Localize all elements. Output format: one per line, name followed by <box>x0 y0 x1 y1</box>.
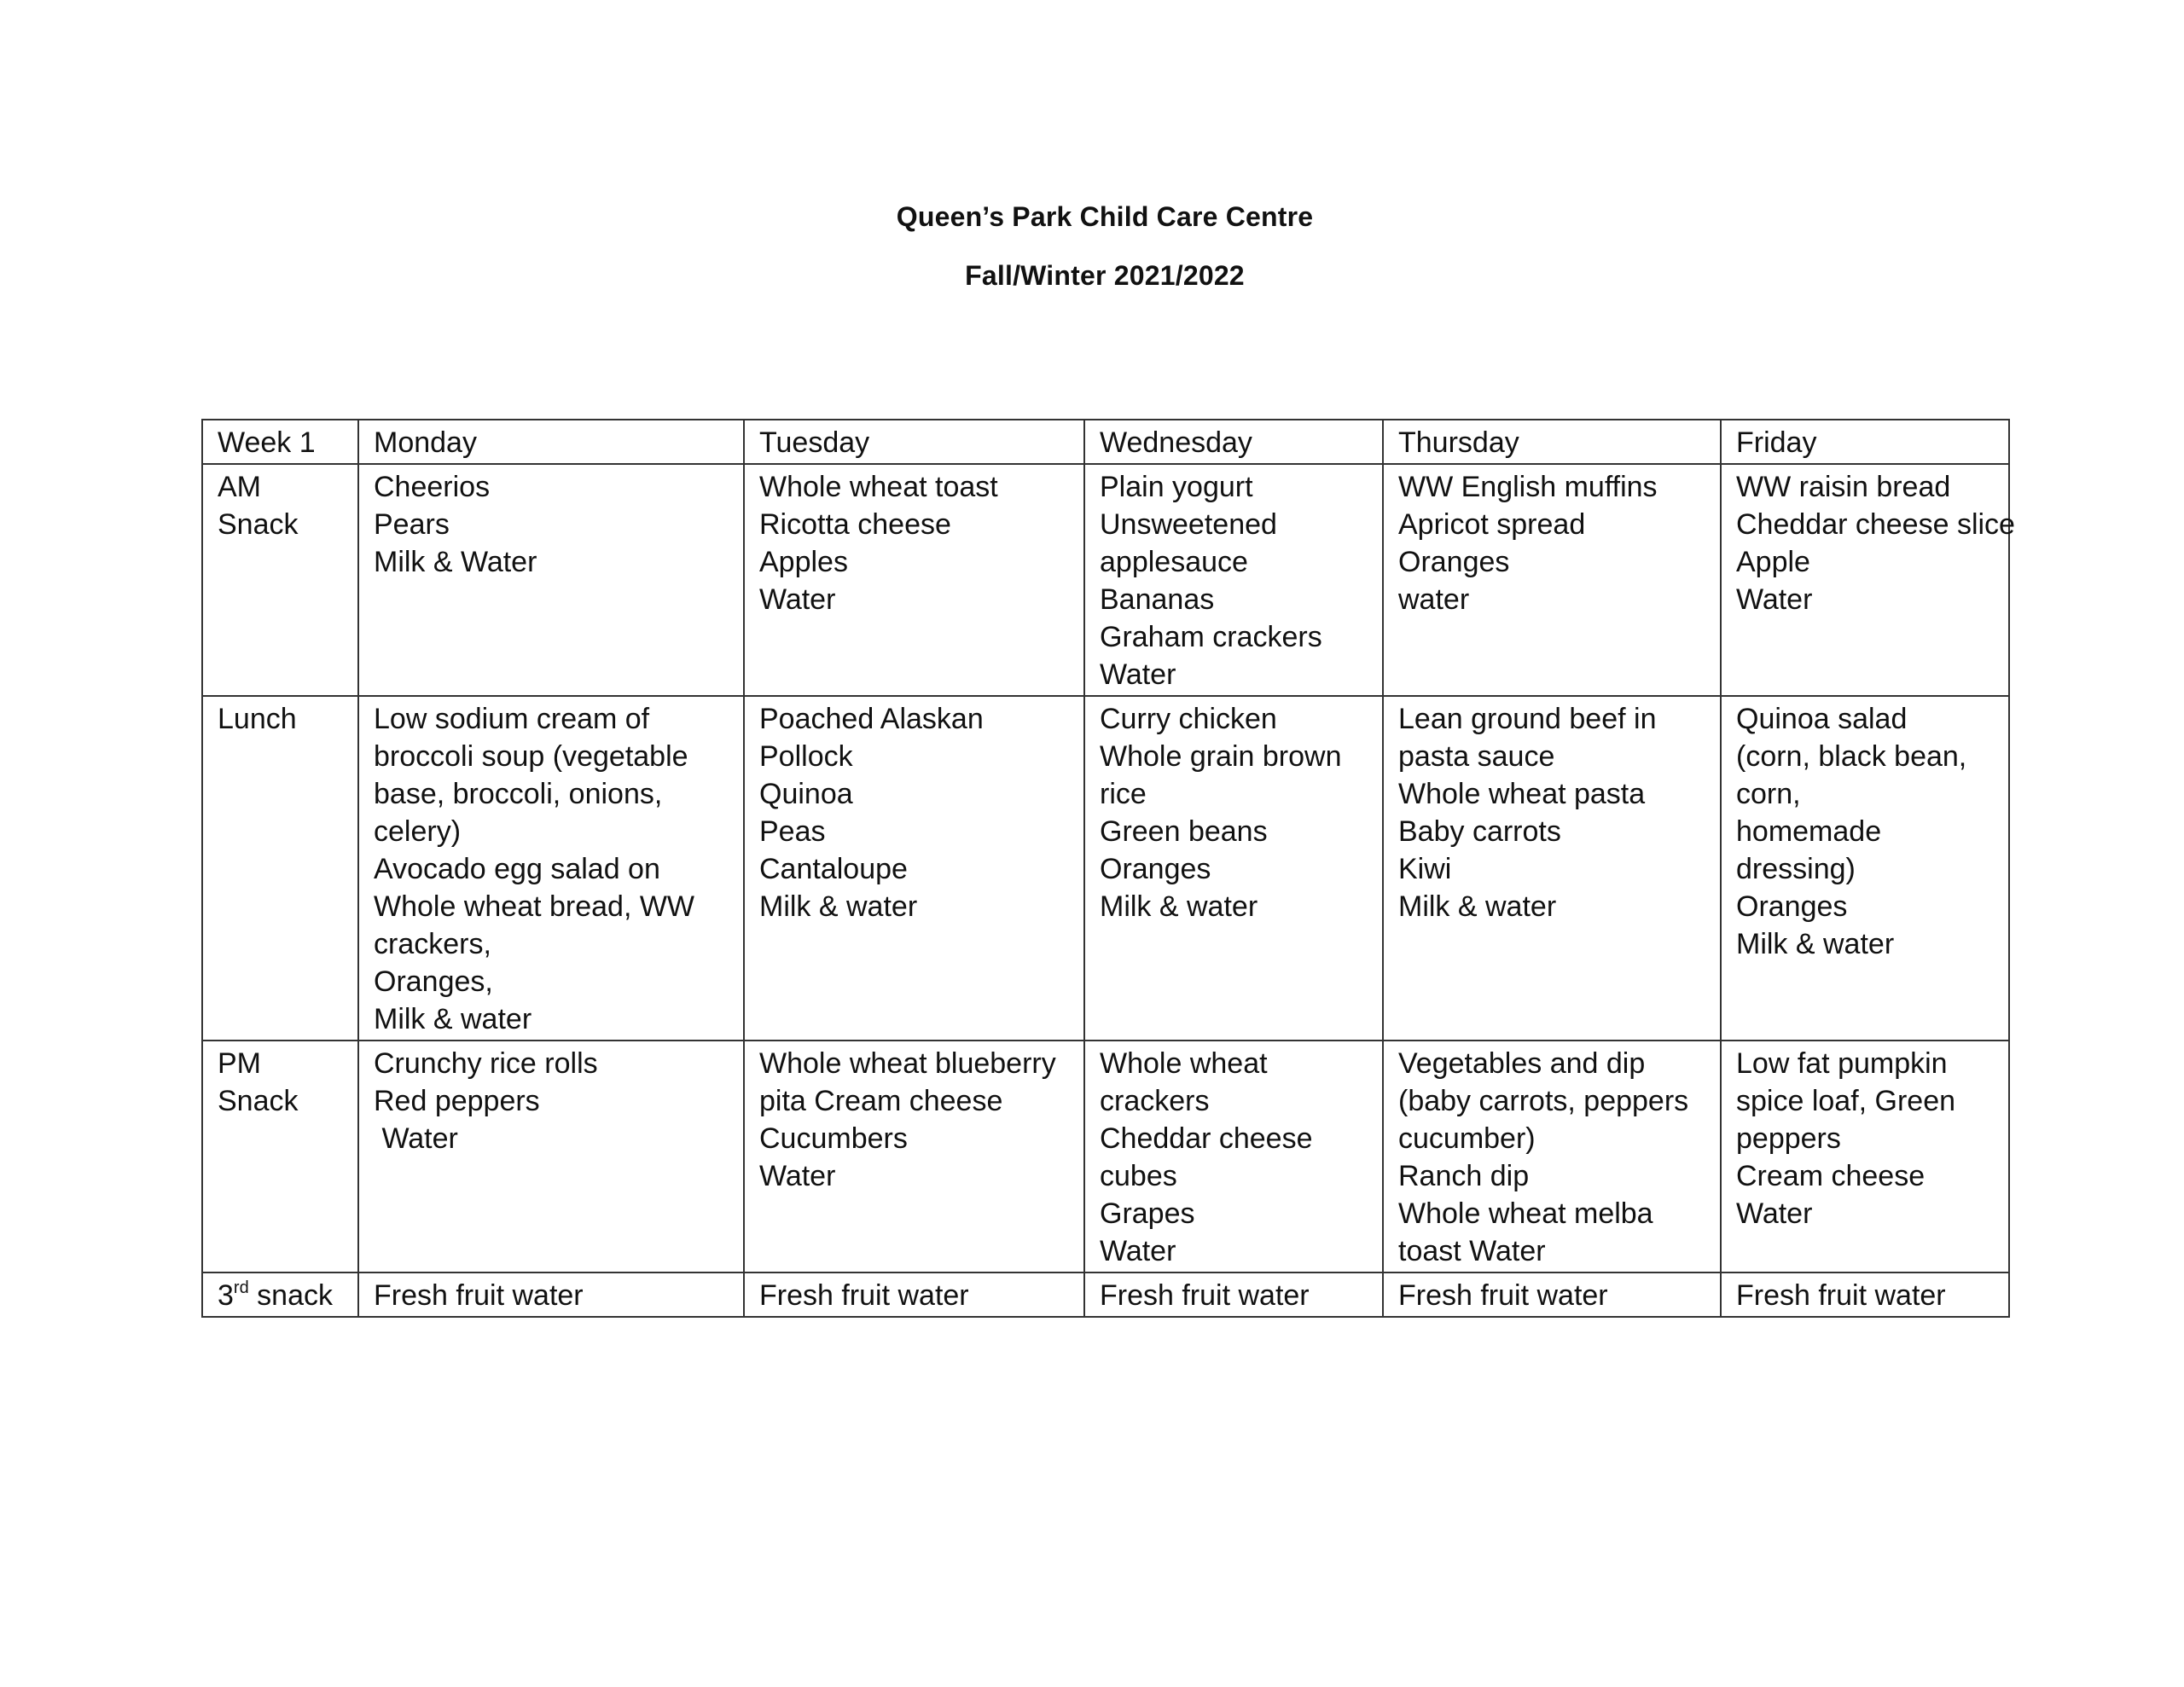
meal-cell <box>1084 464 1383 696</box>
meal-item: Water <box>759 1160 836 1192</box>
meal-item: Baby carrots <box>1398 815 1561 848</box>
meal-item: spice loaf, Green <box>1736 1085 1956 1117</box>
meal-item: celery) <box>374 815 462 848</box>
meal-item: (baby carrots, peppers <box>1398 1085 1689 1117</box>
meal-item: Oranges <box>1736 890 1848 923</box>
meal-cell <box>1383 696 1721 1041</box>
meal-item: Fresh fruit water <box>374 1279 584 1312</box>
header-cell-week: Week 1 <box>202 420 358 464</box>
meal-item: Cheerios <box>374 471 491 503</box>
meal-item: Cucumbers <box>759 1122 908 1155</box>
meal-item: Fresh fruit water <box>1736 1279 1946 1312</box>
meal-cell <box>744 1272 1084 1317</box>
table-row-am-snack <box>202 464 2009 696</box>
meal-item: water <box>1398 583 1470 616</box>
meal-cell <box>1383 1041 1721 1272</box>
row-label: Lunch <box>202 696 358 1041</box>
table-header-row <box>202 420 2009 464</box>
menu-table-body <box>202 420 2015 1317</box>
meal-item: peppers <box>1736 1122 1841 1155</box>
row-label-superscript: rd <box>233 1278 249 1297</box>
meal-item: Apple <box>1736 546 1810 578</box>
document-subtitle: Fall/Winter 2021/2022 <box>965 260 1245 291</box>
table-row-third-snack <box>202 1272 2009 1317</box>
meal-item: Water <box>1100 658 1176 691</box>
meal-item: Quinoa salad <box>1736 703 1908 735</box>
meal-item: (corn, black bean, <box>1736 740 1967 773</box>
meal-item: crackers, <box>374 928 491 960</box>
row-label <box>202 1272 358 1317</box>
meal-item: Apricot spread <box>1398 508 1586 541</box>
document-title: Queen’s Park Child Care Centre <box>896 201 1314 232</box>
meal-item: Milk & water <box>374 1003 532 1035</box>
meal-item: Avocado egg salad on <box>374 853 660 885</box>
menu-table <box>201 419 2015 1318</box>
meal-item: Whole wheat <box>1100 1047 1268 1080</box>
meal-cell <box>1084 696 1383 1041</box>
meal-item: WW raisin bread <box>1736 471 1951 503</box>
meal-cell <box>358 464 744 696</box>
meal-item: Vegetables and dip <box>1398 1047 1646 1080</box>
meal-item: Whole wheat blueberry <box>759 1047 1056 1080</box>
meal-item: Unsweetened <box>1100 508 1277 541</box>
table-row-pm-snack <box>202 1041 2009 1272</box>
meal-cell <box>1721 1272 2009 1317</box>
meal-cell <box>1084 1272 1383 1317</box>
meal-item: crackers <box>1100 1085 1210 1117</box>
header-cell-monday: Monday <box>358 420 744 464</box>
meal-item: Low fat pumpkin <box>1736 1047 1948 1080</box>
meal-cell <box>358 1272 744 1317</box>
meal-item: Grapes <box>1100 1197 1195 1230</box>
row-label: AM Snack <box>202 464 358 696</box>
meal-item: Water <box>374 1122 458 1155</box>
row-label: PM Snack <box>202 1041 358 1272</box>
meal-item: Pollock <box>759 740 853 773</box>
meal-item: Oranges <box>1100 853 1211 885</box>
meal-item: Milk & water <box>759 890 918 923</box>
meal-item: Milk & water <box>1736 928 1895 960</box>
meal-cell <box>744 696 1084 1041</box>
meal-item: Cheddar cheese slice <box>1736 508 2015 541</box>
meal-item: Oranges <box>1398 546 1510 578</box>
meal-item: Fresh fruit water <box>1398 1279 1608 1312</box>
meal-item: Cream cheese <box>1736 1160 1926 1192</box>
meal-item: Apples <box>759 546 848 578</box>
meal-item: corn, <box>1736 778 1801 810</box>
header-cell-wednesday: Wednesday <box>1084 420 1383 464</box>
meal-cell <box>1721 1041 2009 1272</box>
meal-item: Red peppers <box>374 1085 540 1117</box>
meal-item: Oranges, <box>374 965 493 998</box>
meal-item: Whole wheat toast <box>759 471 998 503</box>
meal-item: WW English muffins <box>1398 471 1658 503</box>
header-cell-thursday: Thursday <box>1383 420 1721 464</box>
meal-item: rice <box>1100 778 1147 810</box>
meal-item: Water <box>759 583 836 616</box>
meal-item: Bananas <box>1100 583 1215 616</box>
meal-item: broccoli soup (vegetable <box>374 740 688 773</box>
meal-item: Cantaloupe <box>759 853 908 885</box>
meal-item: homemade <box>1736 815 1882 848</box>
table-row-lunch <box>202 696 2009 1041</box>
meal-item: dressing) <box>1736 853 1856 885</box>
meal-item: Water <box>1736 583 1813 616</box>
meal-item: Ranch dip <box>1398 1160 1530 1192</box>
meal-item: Milk & water <box>1100 890 1258 923</box>
meal-item: Whole wheat bread, WW <box>374 890 695 923</box>
meal-item: Whole wheat melba <box>1398 1197 1653 1230</box>
meal-item: Milk & Water <box>374 546 537 578</box>
meal-item: Water <box>1100 1235 1176 1267</box>
meal-cell <box>358 696 744 1041</box>
meal-item: Whole wheat pasta <box>1398 778 1646 810</box>
meal-cell <box>1383 1272 1721 1317</box>
header-cell-friday: Friday <box>1721 420 2009 464</box>
meal-item: Poached Alaskan <box>759 703 984 735</box>
meal-item: Pears <box>374 508 450 541</box>
meal-item: Plain yogurt <box>1100 471 1253 503</box>
meal-cell <box>1383 464 1721 696</box>
meal-cell <box>744 1041 1084 1272</box>
meal-item: cucumber) <box>1398 1122 1536 1155</box>
meal-cell <box>1721 464 2015 696</box>
meal-item: applesauce <box>1100 546 1248 578</box>
meal-item: Fresh fruit water <box>759 1279 969 1312</box>
meal-item: Crunchy rice rolls <box>374 1047 598 1080</box>
row-label-number: 3 <box>218 1279 234 1312</box>
meal-cell <box>1084 1041 1383 1272</box>
meal-item: Curry chicken <box>1100 703 1277 735</box>
meal-item: pasta sauce <box>1398 740 1555 773</box>
meal-item: Fresh fruit water <box>1100 1279 1310 1312</box>
meal-item: Whole grain brown <box>1100 740 1342 773</box>
meal-item: Cheddar cheese <box>1100 1122 1313 1155</box>
meal-item: Ricotta cheese <box>759 508 951 541</box>
meal-item: pita Cream cheese <box>759 1085 1003 1117</box>
meal-item: Green beans <box>1100 815 1268 848</box>
meal-item: cubes <box>1100 1160 1177 1192</box>
meal-item: base, broccoli, onions, <box>374 778 663 810</box>
meal-item: Milk & water <box>1398 890 1557 923</box>
meal-cell <box>744 464 1084 696</box>
meal-item: Low sodium cream of <box>374 703 650 735</box>
meal-item: Water <box>1736 1197 1813 1230</box>
meal-cell <box>1721 696 2009 1041</box>
meal-cell <box>358 1041 744 1272</box>
row-label-text: snack <box>248 1279 333 1312</box>
meal-item: Peas <box>759 815 826 848</box>
header-cell-tuesday: Tuesday <box>744 420 1084 464</box>
meal-item: toast Water <box>1398 1235 1546 1267</box>
meal-item: Quinoa <box>759 778 853 810</box>
meal-item: Lean ground beef in <box>1398 703 1657 735</box>
meal-item: Graham crackers <box>1100 621 1322 653</box>
meal-item: Kiwi <box>1398 853 1452 885</box>
